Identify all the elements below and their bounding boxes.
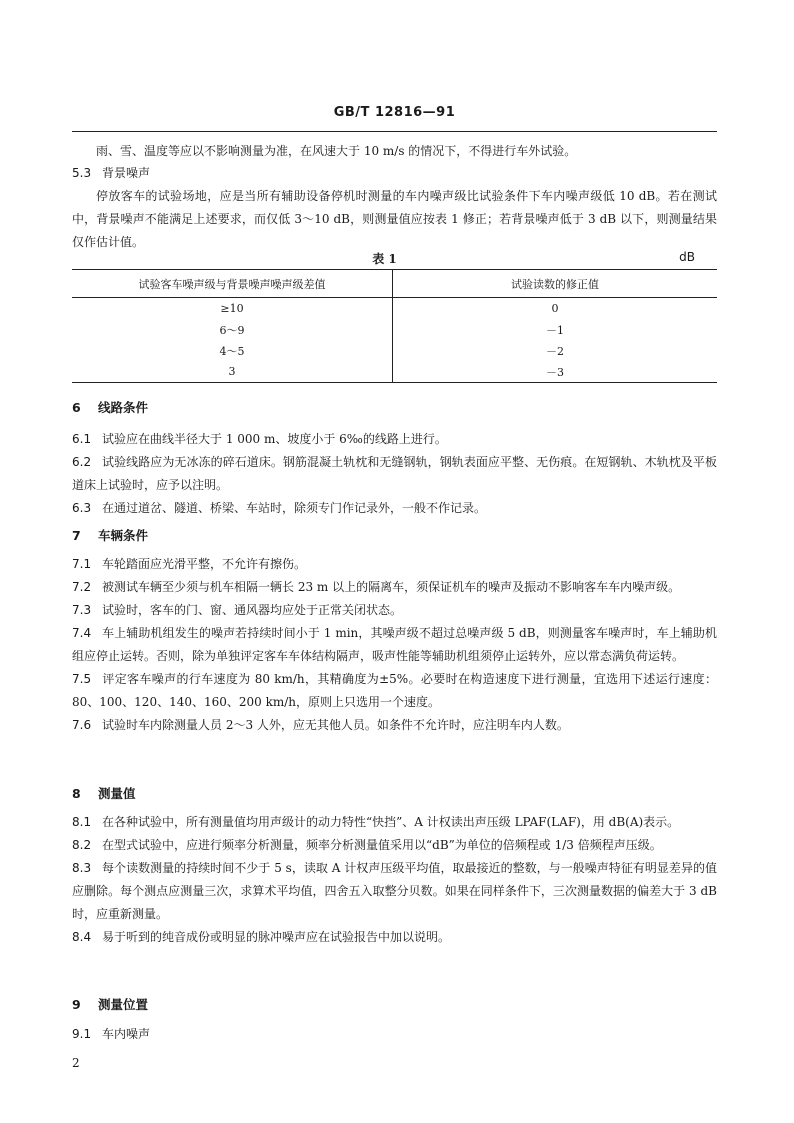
section-title: 线路条件 [98,400,149,415]
clause-number: 7.3 [72,603,92,617]
clause-9-1 [72,1023,717,1046]
clause-7-5 [72,668,717,714]
clause-6-1 [72,428,717,451]
table-cell: －3 [393,361,718,383]
clause-number: 8.4 [72,930,92,944]
section-7 [72,524,717,548]
section-heading [72,524,717,548]
clause-number: 7.1 [72,557,92,571]
section-6-items [72,428,717,520]
clause-6-2 [72,451,717,497]
paragraph-text: 停放客车的试验场地，应是当所有辅助设备停机时测量的车内噪声级比试验条件下车内噪声级低 10 dB。若在测试中，背景噪声不能满足上述要求，而仅低 3～10 dB，则测量值应按表 1 修正；若背景噪声低于 3 dB 以下，则测量结果仅作估计值。 [72,189,717,249]
clause-6-3 [72,497,717,520]
section-heading [72,782,717,806]
section-number: 7 [72,528,81,543]
clause-text: 每个读数测量的持续时间不少于 5 s，读取 A 计权声压级平均值，取最接近的整数，与一般噪声特征有明显差异的值应删除。每个测点应测量三次，求算术平均值，四舍五入取整分贝数。如果在同样条件下，三次测量数据的偏差大于 3 dB 时，应重新测量。 [72,861,717,921]
section-number: 6 [72,400,81,415]
table-header-row [72,270,717,298]
clause-number: 7.5 [72,672,92,686]
table-row [72,298,717,320]
page-number: 2 [72,1056,80,1070]
table-cell: 0 [551,302,559,315]
clause-text: 车上辅助机组发生的噪声若持续时间小于 1 min，其噪声级不超过总噪声级 5 dB，则测量客车噪声时，车上辅助机组应停止运转。否则，除为单独评定客车车体结构隔声，吸声性能等辅助机组须停止运转外，应以常态满负荷运转。 [72,626,717,663]
clause-number: 8.3 [72,861,92,875]
table-cell: －1 [546,323,564,337]
table-unit: dB [679,250,695,264]
clause-text: 评定客车噪声的行车速度为 80 km/h，其精确度为±5%。必要时在构造速度下进行测量，宜选用下述运行速度：80、100、120、140、160、200 km/h，原则上只选用一个速度。 [72,672,717,709]
clause-text: 被测试车辆至少须与机车相隔一辆长 23 m 以上的隔离车，须保证机车的噪声及振动不影响客车车内噪声级。 [102,580,681,594]
clause-8-1 [72,811,717,834]
clause-number: 8.2 [72,838,92,852]
section-heading [72,396,717,420]
clause-text: 在各种试验中，所有测量值均用声级计的动力特性“快挡”、A 计权读出声压级 LPAF(LAF)，用 dB(A)表示。 [102,815,680,829]
section-7-items [72,553,717,737]
clause-text: 车内噪声 [102,1027,151,1041]
table-title: 表 1 [372,252,397,266]
clause-text: 易于听到的纯音成份或明显的脉冲噪声应在试验报告中加以说明。 [102,930,451,944]
clause-number: 6.1 [72,432,92,446]
paragraph-text: 雨、雪、温度等应以不影响测量为准，在风速大于 10 m/s 的情况下，不得进行车外试验。 [96,144,577,158]
table-cell: ≥10 [72,298,393,320]
clause-number: 8.1 [72,815,92,829]
clause-8-3 [72,857,717,926]
clause-7-6 [72,714,717,737]
clause-text: 试验应在曲线半径大于 1 000 m、坡度小于 6‰的线路上进行。 [102,432,447,446]
column-header: 试验客车噪声级与背景噪声噪声级差值 [72,270,393,298]
clause-text: 试验线路应为无冰冻的碎石道床。钢筋混凝土轨枕和无缝钢轨，钢轨表面应平整、无伤痕。在短钢轨、木轨枕及平板道床上试验时，应予以注明。 [72,455,717,492]
section-9-items [72,1023,717,1046]
column-header: 试验读数的修正值 [393,270,718,298]
table-1-caption [72,250,717,268]
clause-text: 试验时车内除测量人员 2～3 人外，应无其他人员。如条件不允许时，应注明车内人数。 [102,718,569,732]
clause-8-2 [72,834,717,857]
clause-number: 7.2 [72,580,92,594]
section-9 [72,993,717,1017]
table-row [72,319,717,340]
subsection-title: 背景噪声 [102,166,151,180]
clause-8-4 [72,926,717,949]
table-row [72,340,717,361]
table-cell: －2 [546,344,564,358]
weather-paragraph [72,140,717,163]
table-cell: 3 [72,361,393,383]
header-divider [72,131,717,132]
clause-7-2 [72,576,717,599]
section-number: 8 [72,786,81,801]
section-8-items [72,811,717,949]
clause-text: 车轮踏面应光滑平整，不允许有擦伤。 [102,557,307,571]
section-5-3 [72,162,717,254]
section-title: 测量值 [98,786,136,801]
subsection-number: 5.3 [72,166,92,180]
standard-number-header: GB/T 12816—91 [333,105,456,120]
clause-text: 试验时，客车的门、窗、通风器均应处于正常关闭状态。 [102,603,403,617]
section-title: 测量位置 [98,997,149,1012]
subsection-heading [72,162,717,185]
correction-table [72,269,717,383]
clause-number: 6.3 [72,501,92,515]
clause-text: 在型式试验中，应进行频率分析测量，频率分析测量值采用以“dB”为单位的倍频程或 1/3 倍频程声压级。 [102,838,662,852]
section-heading [72,993,717,1017]
clause-7-1 [72,553,717,576]
clause-text: 在通过道岔、隧道、桥梁、车站时，除须专门作记录外，一般不作记录。 [102,501,487,515]
clause-number: 7.4 [72,626,92,640]
table-cell: 6～9 [72,319,393,340]
table-row [72,361,717,383]
section-6 [72,396,717,420]
section-8 [72,782,717,806]
section-number: 9 [72,997,81,1012]
clause-number: 6.2 [72,455,92,469]
table-cell: 4～5 [72,340,393,361]
clause-number: 9.1 [72,1027,92,1041]
clause-7-3 [72,599,717,622]
section-title: 车辆条件 [98,528,149,543]
clause-number: 7.6 [72,718,92,732]
clause-7-4 [72,622,717,668]
